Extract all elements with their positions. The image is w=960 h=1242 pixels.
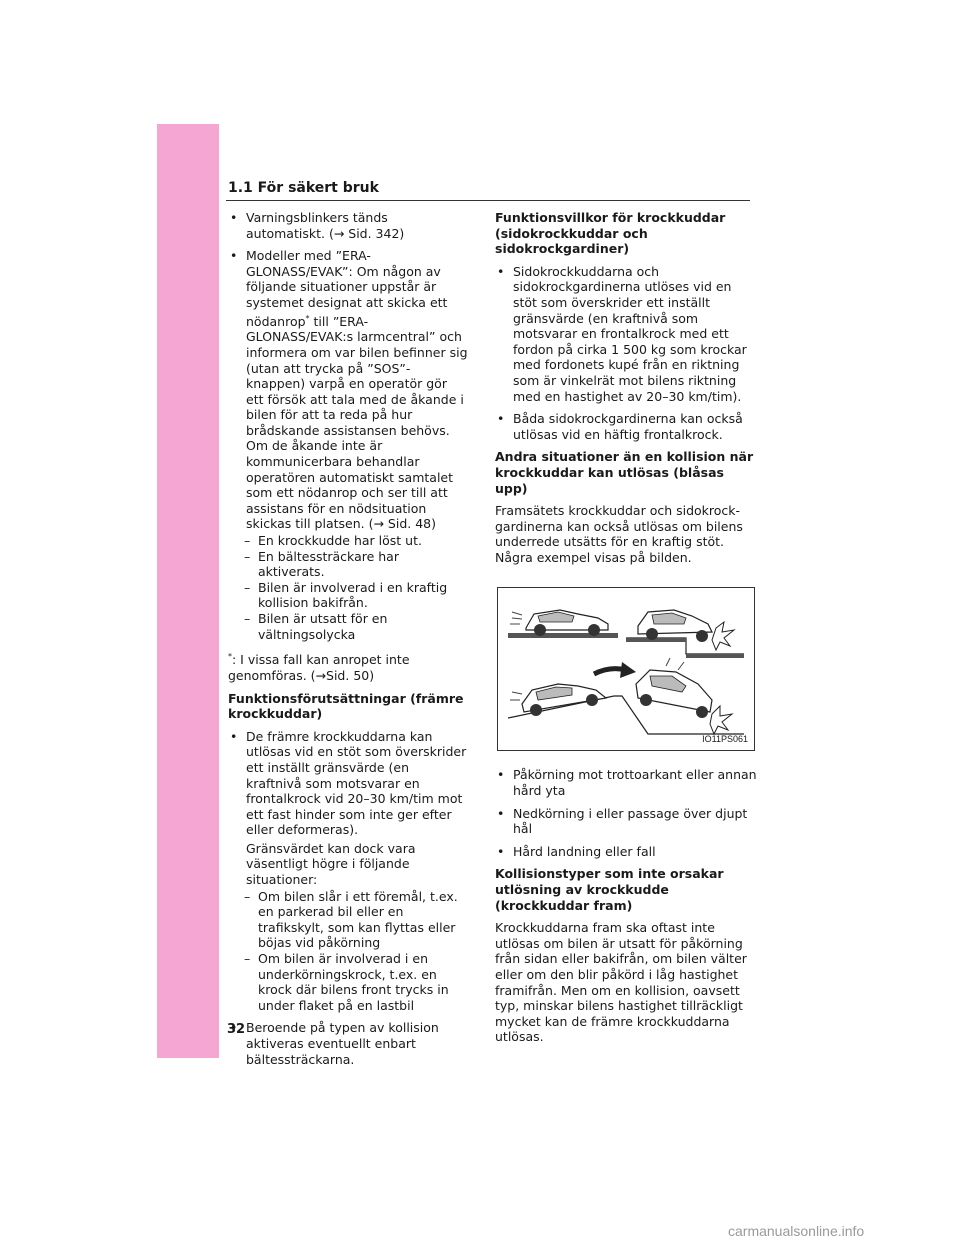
bullet-era-glonass xyxy=(228,248,468,532)
left-column xyxy=(228,210,468,1074)
deep-hole-car-icon xyxy=(626,610,744,658)
bullet-curb-strike: • Påkörning mot trottoarkant eller annan hård yta xyxy=(495,767,757,798)
footnote-text: : I vissa fall kan anropet inte genomföras. (→Sid. 50) xyxy=(228,652,410,683)
bullet-pretensioners-only: • Beroende på typen av kollision aktiveras eventuellt enbart bältessträckarna. xyxy=(228,1020,468,1067)
dash-rollover: – Bilen är utsatt för en vältningsolycka xyxy=(228,611,468,642)
era-glonass-text-b: till ”ERA-GLONASS/EVAK:s larmcentral” och informera om var bilen befinner sig (utan att trycka på ”SOS”-knappen) varpå en operatör gör ett försök att tala med de åkande i bilen för att ta reda på hur brådskande assistansen behövs. Om de åkande inte är kommunicerbara behandlar operatören automatiskt samtalet som ett nödanrop och ser till att assistans för en nödsituation skickas till platsen. (→ Sid. 48) xyxy=(246,313,468,532)
curb-strike-car-icon xyxy=(508,610,618,638)
dash-airbag-deployed: – En krockkudde har löst ut. xyxy=(228,533,468,549)
bullet-deep-hole: • Nedkörning i eller passage över djupt hål xyxy=(495,806,757,837)
dash-parked-car: – Om bilen slår i ett föremål, t.ex. en parkerad bil eller en trafikskylt, som kan flyttas eller böjas vid påkörning xyxy=(228,889,468,951)
right-column xyxy=(495,210,757,1052)
dash-pretensioner: – En bältessträckare har aktiverats. xyxy=(228,549,468,580)
era-glonass-text-a: Modeller med ”ERA-GLONASS/EVAK”: Om någon av följande situationer uppstår är systemet designat att skicka ett nödanrop xyxy=(246,248,448,329)
heading-no-deploy: Kollisionstyper som inte orsakar utlösning av krockkudde (krockkuddar fram) xyxy=(495,866,724,913)
para-underbody-impact: Framsätets krockkuddar och sidokrock-gardinerna kan också utlösas om bilens underrede utsätts för en kraftig stöt. Några exempel visas på bilden. xyxy=(495,503,743,565)
figure-code: IO11PS061 xyxy=(702,733,748,744)
bullet-side-airbag-threshold: • Sidokrockkuddarna och sidokrockgardinerna utlöses vid en stöt som överskrider ett inställt gränsvärde (en kraftnivå som motsvarar en frontalkrock med ett fordon på cirka 1 500 kg som krockar med fordonets kupé från en riktning som är vinkelrät mot bilens riktning med en hastighet av 20–30 km/tim). xyxy=(495,264,757,404)
bullet-hazard-lights: • Varningsblinkers tänds automatiskt. (→ Sid. 342) xyxy=(228,210,468,241)
bullet-front-airbag-threshold: • De främre krockkuddarna kan utlösas vid en stöt som överskrider ett inställt gränsvärde (en kraftnivå som motsvarar en frontalkrock vid 20–30 km/tim mot ett fast hinder som inte ger efter eller deformeras). xyxy=(228,729,468,838)
bullet-hard-landing: • Hård landning eller fall xyxy=(495,844,757,860)
dash-underride: – Om bilen är involverad i en underkörningskrock, t.ex. en krock där bilens front trycks in under flaket på en lastbil xyxy=(228,951,468,1013)
footnote xyxy=(228,649,468,683)
footnote-marker: * xyxy=(305,313,310,323)
page-header-title: 1.1 För säkert bruk xyxy=(228,180,379,196)
heading-front-airbags: Funktionsförutsättningar (främre krockkuddar) xyxy=(228,690,464,722)
hard-landing-car-icon xyxy=(508,658,744,734)
watermark: carmanualsonline.info xyxy=(728,1223,865,1239)
illustration-drawing xyxy=(498,588,754,750)
footnote-star: * xyxy=(228,652,232,662)
heading-side-airbags: Funktionsvillkor för krockkuddar (sidokrockkuddar och sidokrockgardiner) xyxy=(495,210,726,257)
airbag-situations-illustration xyxy=(497,587,755,751)
chapter-side-tab xyxy=(157,124,219,1058)
threshold-continuation: Gränsvärdet kan dock vara väsentligt högre i följande situationer: xyxy=(246,840,416,888)
bullet-curtain-frontal: • Båda sidokrockgardinerna kan också utlösas vid en häftig frontalkrock. xyxy=(495,411,757,442)
page-number: 32 xyxy=(227,1022,246,1037)
header-divider xyxy=(226,200,750,201)
dash-rear-collision: – Bilen är involverad i en kraftig kollision bakifrån. xyxy=(228,580,468,611)
heading-other-situations: Andra situationer än en kollision när krockkuddar kan utlösas (blåsas upp) xyxy=(495,449,754,496)
para-no-deploy: Krockkuddarna fram ska oftast inte utlösas om bilen är utsatt för påkörning från sidan eller bakifrån, om bilen välter eller om den blir påkörd i låg hastighet framifrån. Men om en kollision, oavsett typ, minskar bilens hastighet tillräckligt mycket kan de främre krockkuddarna utlösas. xyxy=(495,920,747,1045)
